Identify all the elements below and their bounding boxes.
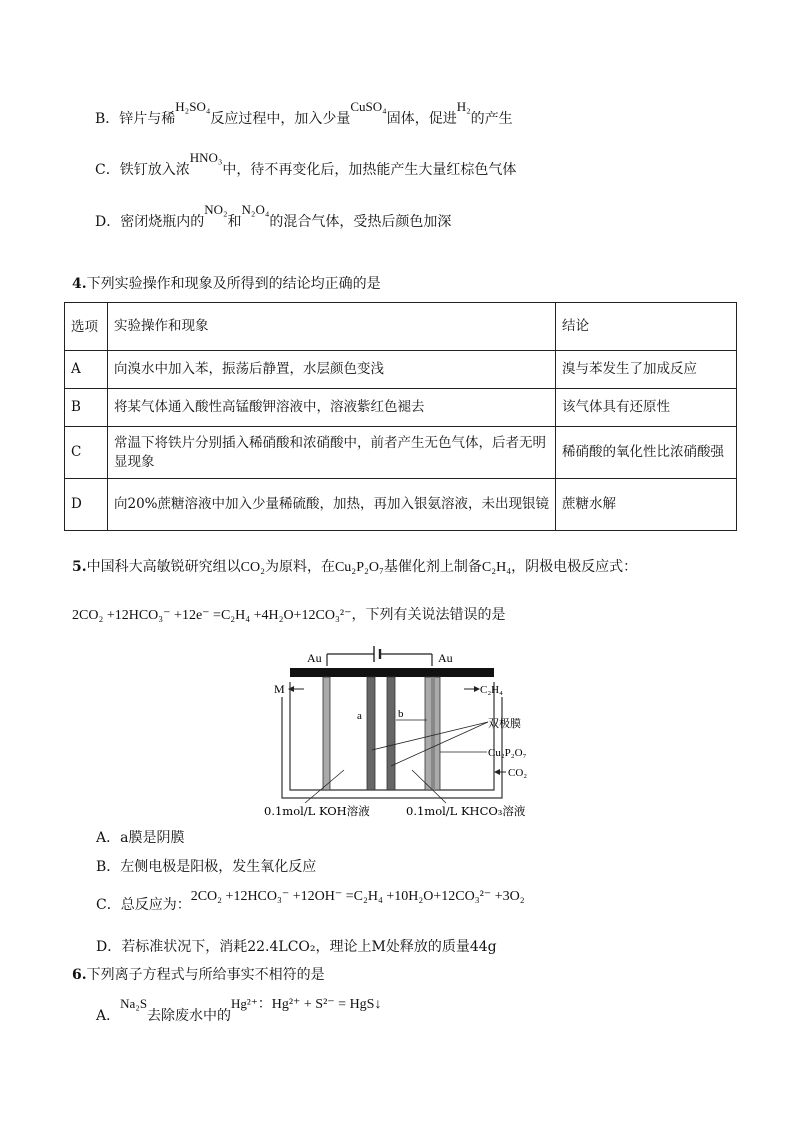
table-header-row [65,303,737,351]
formula-no2: NO₂ [204,202,228,217]
formula-n2o4: N₂O₄ [241,202,270,217]
option-d-line: D．密闭烧瓶内的NO₂和N₂O₄的混合气体，受热后颜色加深 [95,202,452,230]
header-conclusion: 结论 [556,303,737,351]
koh-label: 0.1mol/L KOH溶液 [264,804,370,818]
formula-hno3: HNO₃ [189,150,223,165]
cathode-equation-line: 2CO₂ +12HCO₃⁻ +12e⁻ =C₂H₄ +4H₂O+12CO₃²⁻，下列有关说法错误的是 [72,607,506,623]
formula-na2s: Na₂S [120,996,148,1011]
left-au-electrode [323,677,330,790]
q5-option-b: B．左侧电极是阳极，发生氧化反应 [96,859,317,875]
co2-label: CO₂ [508,767,528,779]
header-option: 选项 [65,303,108,351]
hgs-equation: ：Hg²⁺ + S²⁻ = HgS↓ [257,997,382,1012]
total-reaction-equation: 2CO₂ +12HCO₃⁻ +12OH⁻ =C₂H₄ +10H₂O+12CO₃²⁻ +3O₂ [190,889,525,904]
table-row: C 常温下将铁片分别插入稀硝酸和浓硝酸中，前者产生无色气体，后者无明显现象 稀硝酸的氧化性比浓硝酸强 [65,427,737,479]
question-4-stem: 4.下列实验操作和现象及所得到的结论均正确的是 [72,276,381,292]
q6-option-a: A．Na₂S去除废水中的Hg²⁺：Hg²⁺ + S²⁻ = HgS↓ [96,996,382,1024]
membrane-b [387,677,395,790]
question-5-stem: 5.中国科大高敏锐研究组以CO₂为原料，在Cu₂P₂O₇基催化剂上制备C₂H₄，阴极电极反应式： [72,559,638,575]
khco3-label: 0.1mol/L KHCO₃溶液 [406,804,526,818]
header-operation: 实验操作和现象 [108,303,556,351]
q5-option-d: D．若标准状况下，消耗22.4LCO₂，理论上M处释放的质量44g [96,939,497,955]
m-label: M [274,682,285,696]
cathode-equation: 2CO₂ +12HCO₃⁻ +12e⁻ =C₂H₄ +4H₂O+12CO₃²⁻ [72,608,352,623]
cu2p2o7-label: Cu₂P₂O₇ [488,747,527,759]
table-row: D 向20%蔗糖溶液中加入少量稀硫酸，加热，再加入银氨溶液，未出现银镜 蔗糖水解 [65,479,737,531]
formula-h2so4: H₂SO₄ [175,99,211,114]
label-a: a [357,710,362,722]
au-left-label: Au [307,651,322,665]
au-right-label: Au [438,651,453,665]
q5-option-c: C．总反应为：2CO₂ +12HCO₃⁻ +12OH⁻ =C₂H₄ +10H₂O+12CO₃²⁻ +3O₂ [96,889,525,913]
option-b-line: B．锌片与稀H₂SO₄反应过程中，加入少量CuSO₄固体，促进H₂的产生 [95,99,513,127]
label-b: b [398,708,404,720]
c2h4-label: C₂H₄ [480,684,503,696]
option-c-line: C．铁钉放入浓HNO₃中，待不再变化后，加热能产生大量红棕色气体 [95,150,517,178]
table-row: A 向溴水中加入苯，振荡后静置，水层颜色变浅 溴与苯发生了加成反应 [65,351,737,389]
electrolysis-cell-diagram [260,640,550,820]
experiment-table [64,302,737,531]
bipolar-membrane-label: 双极膜 [488,717,521,730]
formula-h2: H₂ [456,99,471,114]
cell-lid [290,668,494,677]
q5-option-a: A．a膜是阴膜 [96,830,185,846]
formula-hg-ion: Hg²⁺ [231,996,258,1011]
table-row: B 将某气体通入酸性高锰酸钾溶液中，溶液紫红色褪去 该气体具有还原性 [65,389,737,427]
question-6-stem: 6.下列离子方程式与所给事实不相符的是 [72,967,325,983]
membrane-a [367,677,375,790]
formula-cuso4: CuSO₄ [350,99,387,114]
